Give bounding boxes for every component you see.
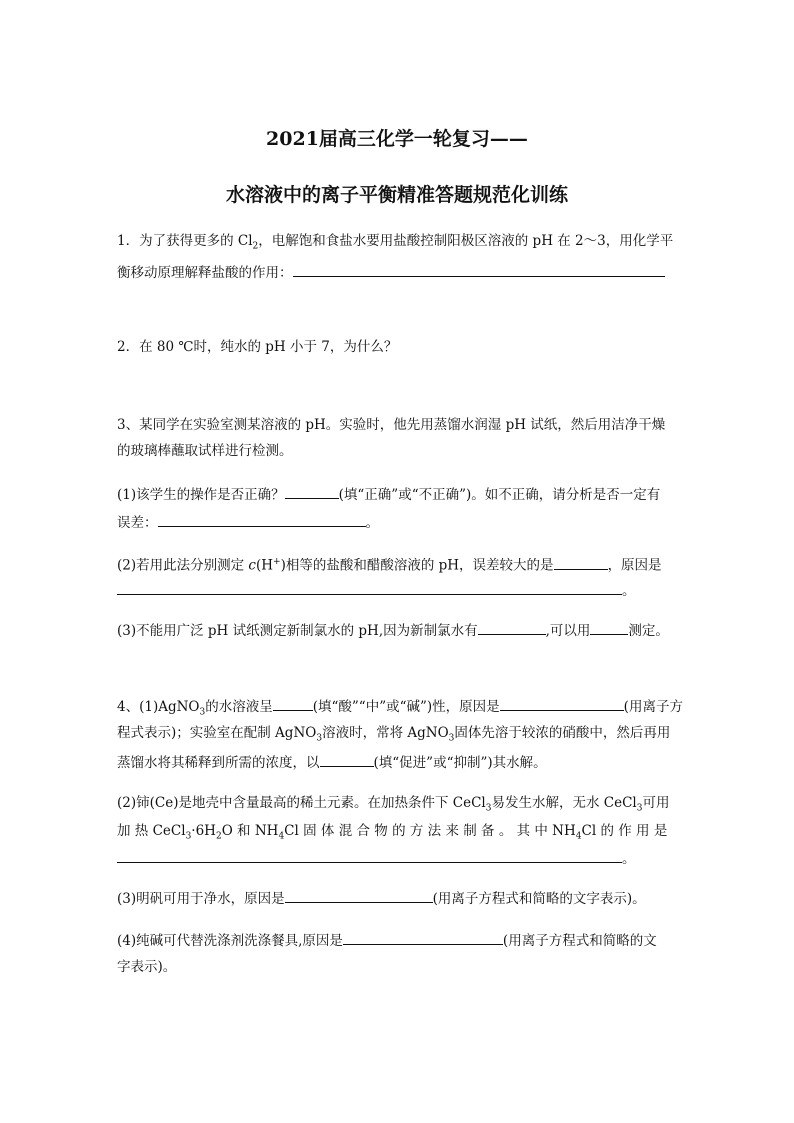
q2-line-1: 2．在 80 ℃时，纯水的 pH 小于 7，为什么？ xyxy=(117,339,398,355)
answer-blank[interactable] xyxy=(117,580,622,595)
q4-part-2-line-1: (2)铈(Ce)是地壳中含量最高的稀土元素。在加热条件下 CeCl$_3$易发生水解，无水 CeCl$_3$可用 xyxy=(117,795,670,814)
answer-blank[interactable] xyxy=(590,620,628,635)
q4-part-2-line-3: 。 xyxy=(117,848,636,868)
q4-part-1-line-1: 4、(1)AgNO$_3$的水溶液呈 (填“酸”“中”或“碱”)性，原因是 (用离子方 xyxy=(117,696,683,722)
answer-blank[interactable] xyxy=(285,888,433,903)
q3-part-2-line-2: 。 xyxy=(117,580,636,600)
answer-blank[interactable] xyxy=(158,512,366,527)
answer-blank[interactable] xyxy=(117,848,622,863)
q1-line-1: 1．为了获得更多的 $Cl_2$，电解饱和食盐水要用盐酸控制阳极区溶液的 pH 在 2～3，用化学平 xyxy=(117,233,674,252)
q3-intro-1: 3、某同学在实验室测某溶液的 pH。实验时，他先用蒸馏水润湿 pH 试纸，然后用洁净干燥 xyxy=(117,417,666,433)
q3-part-2-line-1: (2)若用此法分别测定 c(H+)相等的盐酸和醋酸溶液的 pH，误差较大的是 ，原因是 xyxy=(117,553,662,575)
q4-part-1-line-2: 程式表示)；实验室在配制 AgNO$_3$溶液时，常将 AgNO$_3$固体先溶于较浓的硝酸中，然后再用 xyxy=(117,725,671,744)
q4-part-1-line-3: 蒸馏水将其稀释到所需的浓度，以 (填“促进”或“抑制”)其水解。 xyxy=(117,752,547,772)
answer-blank[interactable] xyxy=(273,696,313,711)
q3-part-1-line-1: (1)该学生的操作是否正确？ (填“正确”或“不正确”)。如不正确，请分析是否一定有 xyxy=(117,484,660,504)
title-line-2: 水溶液中的离子平衡精准答题规范化训练 xyxy=(225,184,568,206)
q4-part-3-line-1: (3)明矾可用于净水，原因是 (用离子方程式和简略的文字表示)。 xyxy=(117,888,646,908)
answer-blank[interactable] xyxy=(554,555,608,570)
q3-intro-2: 的玻璃棒蘸取试样进行检测。 xyxy=(117,443,293,459)
q4-part-2-line-2: 加 热 $CeCl_3\cdot 6H_2O$ 和 $NH_4Cl$ 固 体 混 合 物 的 方 法 来 制 备 。 其 中 $NH_4Cl$ 的 作 用 是 xyxy=(117,823,668,842)
answer-blank[interactable] xyxy=(285,484,339,499)
answer-blank[interactable] xyxy=(293,262,665,277)
q3-part-1-line-2: 误差： 。 xyxy=(117,512,379,532)
answer-blank[interactable] xyxy=(320,752,374,767)
answer-blank[interactable] xyxy=(500,696,624,711)
q4-part-4-line-1: (4)纯碱可代替洗涤剂洗涤餐具,原因是 (用离子方程式和简略的文 xyxy=(117,930,657,950)
answer-blank[interactable] xyxy=(478,620,546,635)
title-line-1: 2021届高三化学一轮复习—— xyxy=(266,128,528,150)
q4-part-4-line-2: 字表示)。 xyxy=(117,959,177,975)
answer-blank[interactable] xyxy=(343,930,503,945)
q3-part-3-line-1: (3)不能用广泛 pH 试纸测定新制氯水的 pH,因为新制氯水有 ,可以用 测定。 xyxy=(117,620,669,640)
q1-line-2: 衡移动原理解释盐酸的作用： xyxy=(117,262,665,282)
